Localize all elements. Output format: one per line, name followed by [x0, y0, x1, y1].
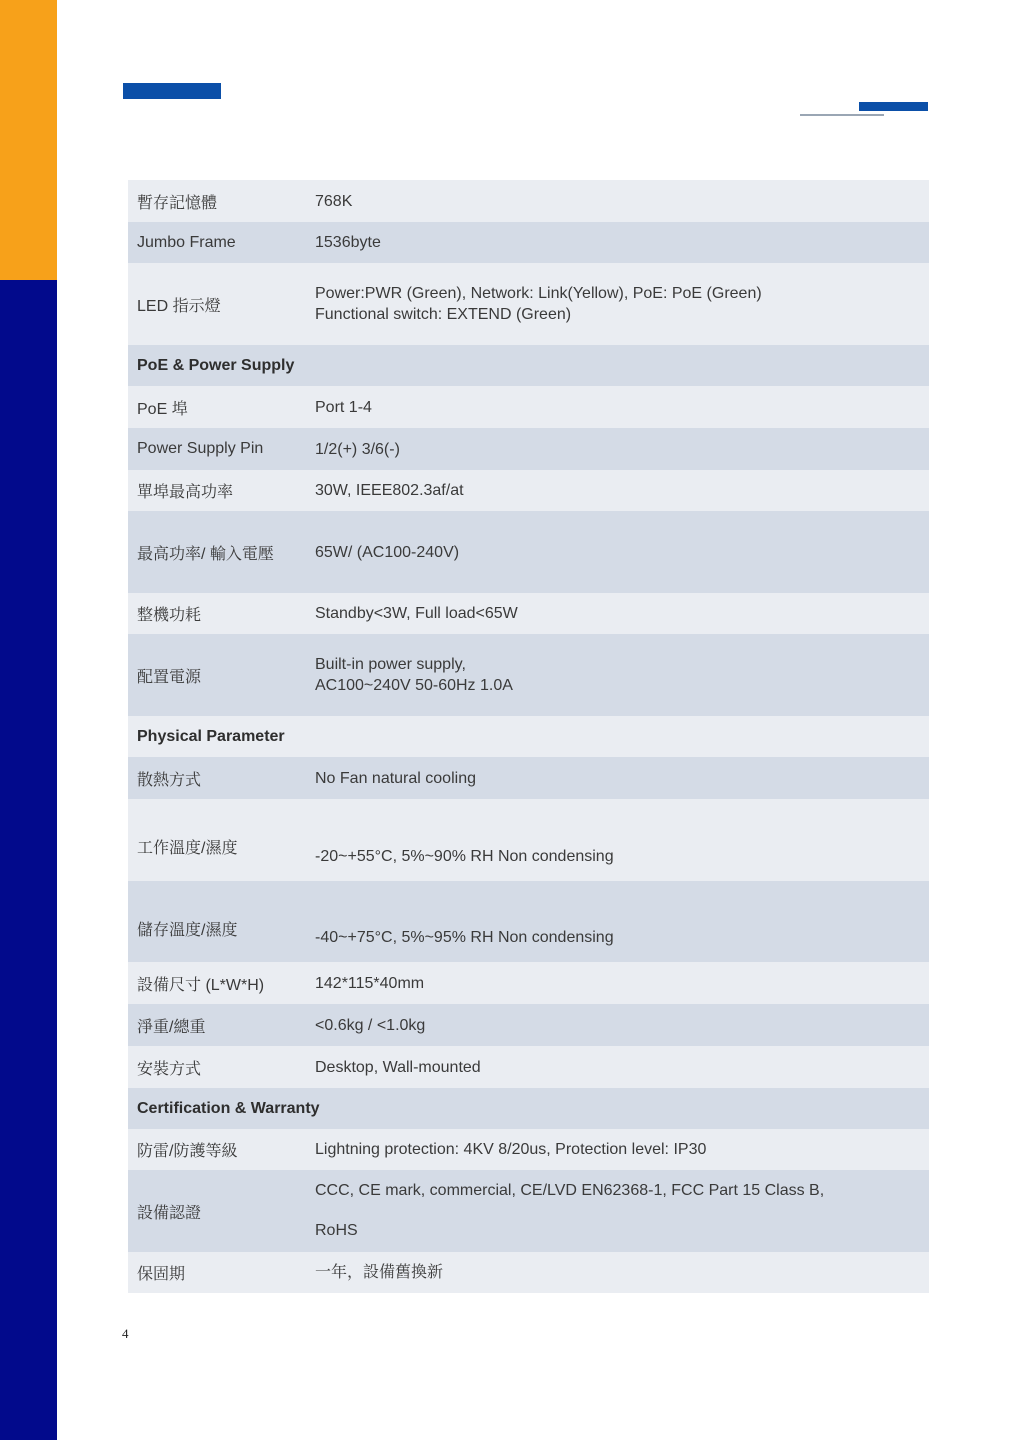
header-accent-bar-right — [859, 102, 928, 111]
sidebar-orange-band — [0, 0, 57, 280]
page-number: 4 — [122, 1326, 129, 1341]
spec-label: 設備尺寸 (L*W*H) — [137, 976, 265, 994]
section-header — [128, 716, 929, 757]
spec-value: 768K — [315, 192, 353, 210]
spec-label: 整機功耗 — [137, 607, 202, 624]
spec-value: <0.6kg / <1.0kg — [315, 1016, 426, 1034]
spec-row — [128, 1129, 929, 1170]
spec-row — [128, 1170, 929, 1252]
spec-label: 儲存溫度/濕度 — [137, 922, 238, 939]
spec-row — [128, 634, 929, 716]
spec-label: 最高功率/ 輸入電壓 — [137, 545, 274, 563]
spec-row — [128, 386, 929, 428]
spec-label: LED 指示燈 — [137, 297, 221, 315]
sidebar-navy-band — [0, 280, 57, 1440]
spec-label: 暫存記憶體 — [137, 194, 218, 212]
spec-value: Standby<3W, Full load<65W — [315, 605, 518, 622]
spec-label: 淨重/總重 — [137, 1018, 206, 1036]
spec-value: Port 1-4 — [315, 398, 372, 416]
spec-value: Lightning protection: 4KV 8/20us, Protection level: IP30 — [315, 1141, 707, 1158]
spec-label: PoE 埠 — [137, 400, 188, 418]
spec-row — [128, 962, 929, 1004]
spec-label: Power Supply Pin — [137, 440, 264, 457]
spec-value: 一年，設備舊換新 — [315, 1264, 444, 1281]
spec-value: No Fan natural cooling — [315, 769, 476, 787]
spec-value: 1536byte — [315, 234, 381, 251]
spec-value: CCC, CE mark, commercial, CE/LVD EN62368-1, FCC Part 15 Class B, RoHS — [315, 1182, 825, 1239]
spec-value: 1/2(+) 3/6(-) — [315, 440, 400, 458]
spec-value: Desktop, Wall-mounted — [315, 1058, 481, 1076]
spec-value: 142*115*40mm — [315, 974, 425, 992]
spec-table — [128, 180, 929, 1293]
spec-value: Power:PWR (Green), Network: Link(Yellow), PoE: PoE (Green) Functional switch: EXTEND (Green) — [315, 285, 762, 323]
section-header — [128, 345, 929, 386]
spec-row — [128, 428, 929, 470]
spec-label: Jumbo Frame — [137, 233, 236, 251]
header-divider-line — [800, 114, 884, 116]
spec-row — [128, 881, 929, 962]
spec-row — [128, 470, 929, 511]
spec-label: 設備認證 — [137, 1204, 202, 1222]
spec-label: 工作溫度/濕度 — [137, 840, 238, 857]
spec-row — [128, 799, 929, 881]
section-title: Certification & Warranty — [137, 1099, 320, 1117]
spec-row — [128, 1004, 929, 1046]
spec-value: -40~+75°C, 5%~95% RH Non condensing — [315, 929, 614, 946]
section-header — [128, 1088, 929, 1129]
spec-row — [128, 1046, 929, 1088]
spec-row — [128, 511, 929, 593]
section-title: PoE & Power Supply — [137, 356, 295, 374]
spec-value: 65W/ (AC100-240V) — [315, 543, 460, 561]
spec-row — [128, 180, 929, 222]
spec-row — [128, 757, 929, 799]
spec-value: Built-in power supply, AC100~240V 50-60Hz 1.0A — [315, 656, 513, 694]
spec-row — [128, 1252, 929, 1293]
spec-row — [128, 593, 929, 634]
spec-label: 安裝方式 — [137, 1060, 202, 1078]
section-title: Physical Parameter — [137, 727, 285, 745]
spec-label: 單埠最高功率 — [137, 484, 234, 501]
spec-row — [128, 263, 929, 345]
spec-label: 保固期 — [137, 1266, 186, 1283]
spec-value: 30W, IEEE802.3af/at — [315, 482, 464, 499]
spec-label: 散熱方式 — [137, 771, 202, 789]
header-accent-bar — [123, 83, 221, 99]
spec-row — [128, 222, 929, 263]
spec-label: 防雷/防護等級 — [137, 1143, 238, 1160]
spec-label: 配置電源 — [137, 668, 202, 686]
spec-value: -20~+55°C, 5%~90% RH Non condensing — [315, 848, 614, 865]
